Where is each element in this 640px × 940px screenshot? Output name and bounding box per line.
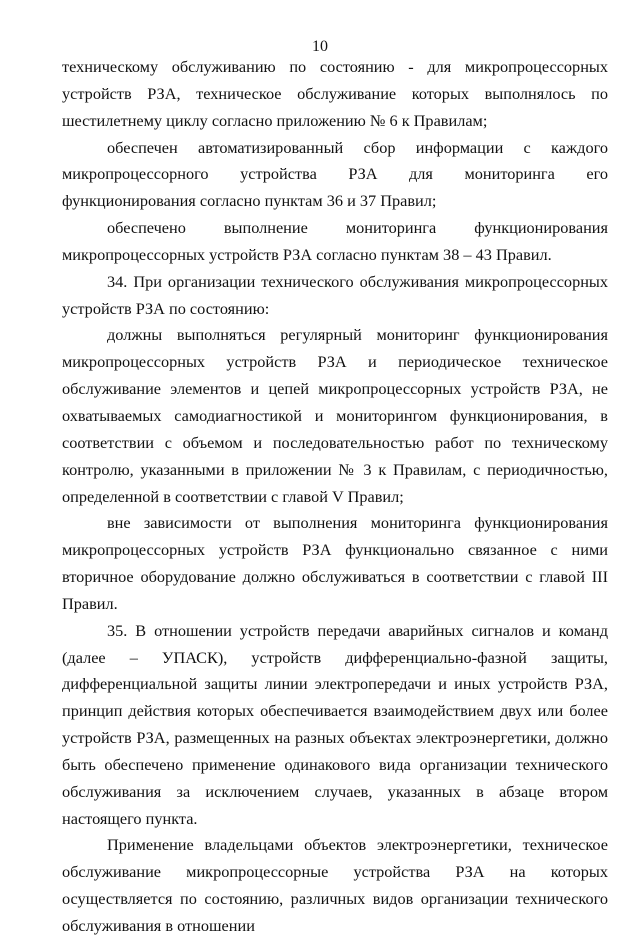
page-number: 10 (312, 38, 328, 55)
paragraph-secondary-equipment: вне зависимости от выполнения мониторинга функционирования микропроцессорных устройств РЗА функционально связанное с ними вторичное оборудование должно обслуживаться в соответствии с главой III Правил. (62, 513, 608, 613)
paragraph-item-35: 35. В отношении устройств передачи аварийных сигналов и команд (далее – УПАСК), устройств дифференциально-фазной защиты, дифференциальной защиты линии электропередачи и иных устройств РЗА, принцип действия которых обеспечивается взаимодействием двух или более устройств РЗА, размещенных на разных объектах электроэнергетики, должно быть обеспечено применение одинакового вида организации технического обслуживания за исключением случаев, указанных в абзаце втором настоящего пункта. (62, 620, 608, 828)
paragraph-continuation: техническому обслуживанию по состоянию - для микропроцессорных устройств РЗА, техническое обслуживание которых выполнялось по шестилетнему циклу согласно приложению № 6 к Правилам; (62, 57, 608, 130)
paragraph-item-34: 34. При организации технического обслуживания микропроцессорных устройств РЗА по состоянию: (62, 271, 608, 318)
paragraph-application: Применение владельцами объектов электроэнергетики, техническое обслуживание микропроцессорные устройства РЗА на которых осуществляется по состоянию, различных видов организации технического обслуживания в отношении (62, 835, 608, 935)
paragraph-auto-collection: обеспечен автоматизированный сбор информации с каждого микропроцессорного устройства РЗА для мониторинга его функционирования согласно пунктам 36 и 37 Правил; (62, 137, 608, 211)
document-body (62, 54, 608, 940)
paragraph-regular-monitoring: должны выполняться регулярный мониторинг функционирования микропроцессорных устройств РЗА и периодическое техническое обслуживание элементов и цепей микропроцессорных устройств РЗА, не охватываемых самодиагностикой и мониторингом функционирования, в соответствии с объемом и последовательностью работ по техническому контролю, указанными в приложении № 3 к Правилам, с периодичностью, определенной в соответствии с главой V Правил; (62, 325, 608, 506)
paragraph-monitoring: обеспечено выполнение мониторинга функционирования микропроцессорных устройств РЗА согласно пунктам 38 – 43 Правил. (62, 218, 608, 264)
